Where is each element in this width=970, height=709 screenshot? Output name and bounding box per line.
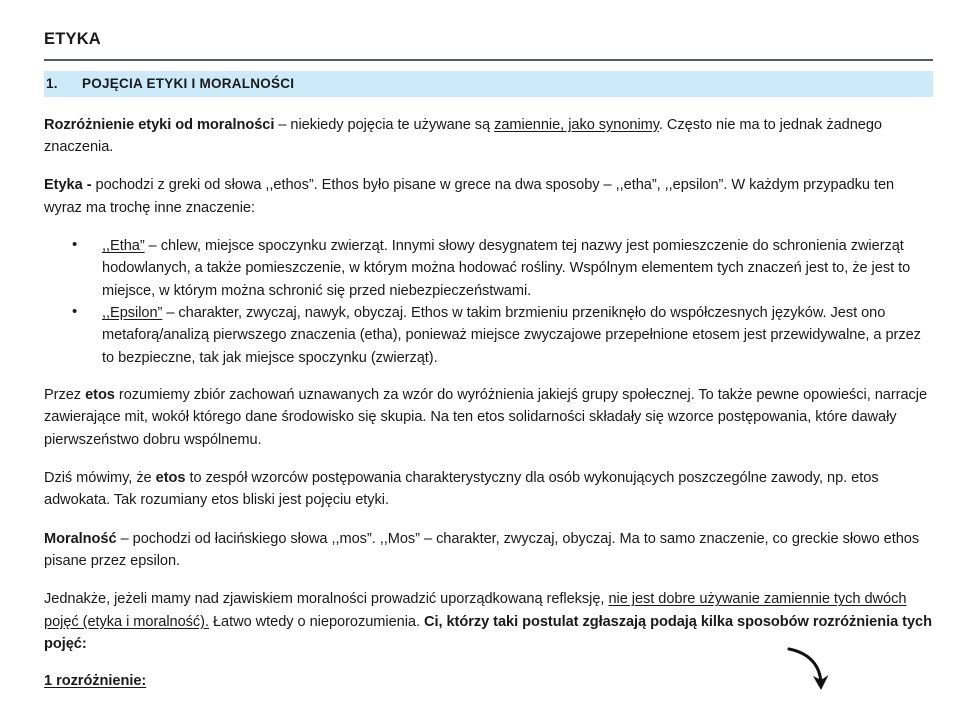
term-definition: – chlew, miejsce spoczynku zwierząt. Innymi słowy desygnatem tej nazwy jest pomieszczenie do schronienia zwierząt hodowlanych, a także pomieszczenie, w którym można hodować rośliny. Wspólnym elementem tych znaczeń jest to, że jest to miejsce, w którym można schronić się przed niebezpieczeństwami. [102,238,911,299]
term-definition: – charakter, zwyczaj, nawyk, obyczaj. Ethos w takim brzmieniu przeniknęło do współczesnych języków. Jest ono metaforą/analizą pierwszego znaczenia (etha), ponieważ miejsce zwyczajowe przepełnione etosem jest przewidywalne, a przez to bezpieczne, tak jak miejsce spoczynku (zwierząt). [102,305,921,366]
definition-list [44,235,934,369]
paragraph-text-after: . Często nie ma to jednak żadnego znaczenia. [44,116,882,156]
paragraph-text-before: niekiedy pojęcia te używane są [290,116,495,133]
paragraph-part-2: Łatwo wtedy o nieporozumienia. [208,613,424,630]
paragraph-part-2: to zespół wzorców postępowania charakterystyczny dla osób wykonujących poszczególne zawody, np. etos adwokata. Tak rozumiany etos bliski jest pojęciu etyki. [44,470,879,509]
underlined-phrase-nie-jest-dobre: nie jest dobre używanie zamiennie tych dwóch pojęć (etyka i moralność). [44,591,907,630]
document-content [44,30,934,709]
paragraph-dzis-mowimy [44,467,934,512]
closing-heading-label: 1 rozróżnienie: [44,673,147,690]
curved-down-arrow-icon [783,645,843,697]
paragraph-part-2: rozumiemy zbiór zachowań uznawanych za wzór do wyróżnienia jakiejś grupy społecznej. To także pewne opowieści, narracje zawierające mit, wokół którego dane środowisko się skupia. Na ten etos solidarności składały się wzorce postępowania, które dawały pierwszeństwo dobru wspólnemu. [44,387,928,448]
paragraph-etyka [44,174,934,219]
paragraph-lead-bold: Rozróżnienie etyki od moralności [44,116,275,133]
list-item [44,235,934,302]
paragraph-dash: – [274,116,291,133]
paragraph-body: – pochodzi od łacińskiego słowa ,,mos”. ,,Mos” – charakter, zwyczaj, obyczaj. Ma to samo znaczenie, co greckie słowo ethos pisane przez epsilon. [44,530,920,570]
title-divider [44,59,933,61]
paragraph-part-1: Przez [44,387,86,404]
section-number: 1. [46,75,58,91]
paragraph-bold-tail: Ci, którzy taki postulat zgłaszają podają kilka sposobów rozróżnienia tych pojęć: [44,613,932,653]
list-item [44,302,934,369]
section-heading [44,71,933,97]
paragraph-part-1: Jednakże, jeżeli mamy nad zjawiskiem moralności prowadzić uporządkowaną refleksję, [44,591,609,608]
paragraph-body: pochodzi z greki od słowa ,,ethos”. Ethos było pisane w grece na dwa sposoby – ,,etha”, ,,epsilon”. W każdym przypadku ten wyraz ma trochę inne znaczenie: [44,177,895,216]
paragraph-moralnosc [44,528,934,573]
paragraph-part-1: Dziś mówimy, że [44,470,156,487]
inline-bold-etos: etos [85,387,115,404]
section-heading-label: POJĘCIA ETYKI I MORALNOŚCI [82,75,295,91]
term-epsilon: ,,Epsilon” [102,305,163,322]
paragraph-lead-bold: Etyka - [44,177,92,194]
paragraph-przez-etos [44,384,934,451]
term-etha: ,,Etha” [102,238,145,255]
paragraph-lead-bold: Moralność [44,530,117,547]
inline-bold-etos: etos [155,470,186,487]
underlined-phrase-synonimy: zamiennie, jako synonimy [494,116,659,133]
page-title: ETYKA [44,30,101,48]
paragraph-rozroznienie [44,114,934,159]
